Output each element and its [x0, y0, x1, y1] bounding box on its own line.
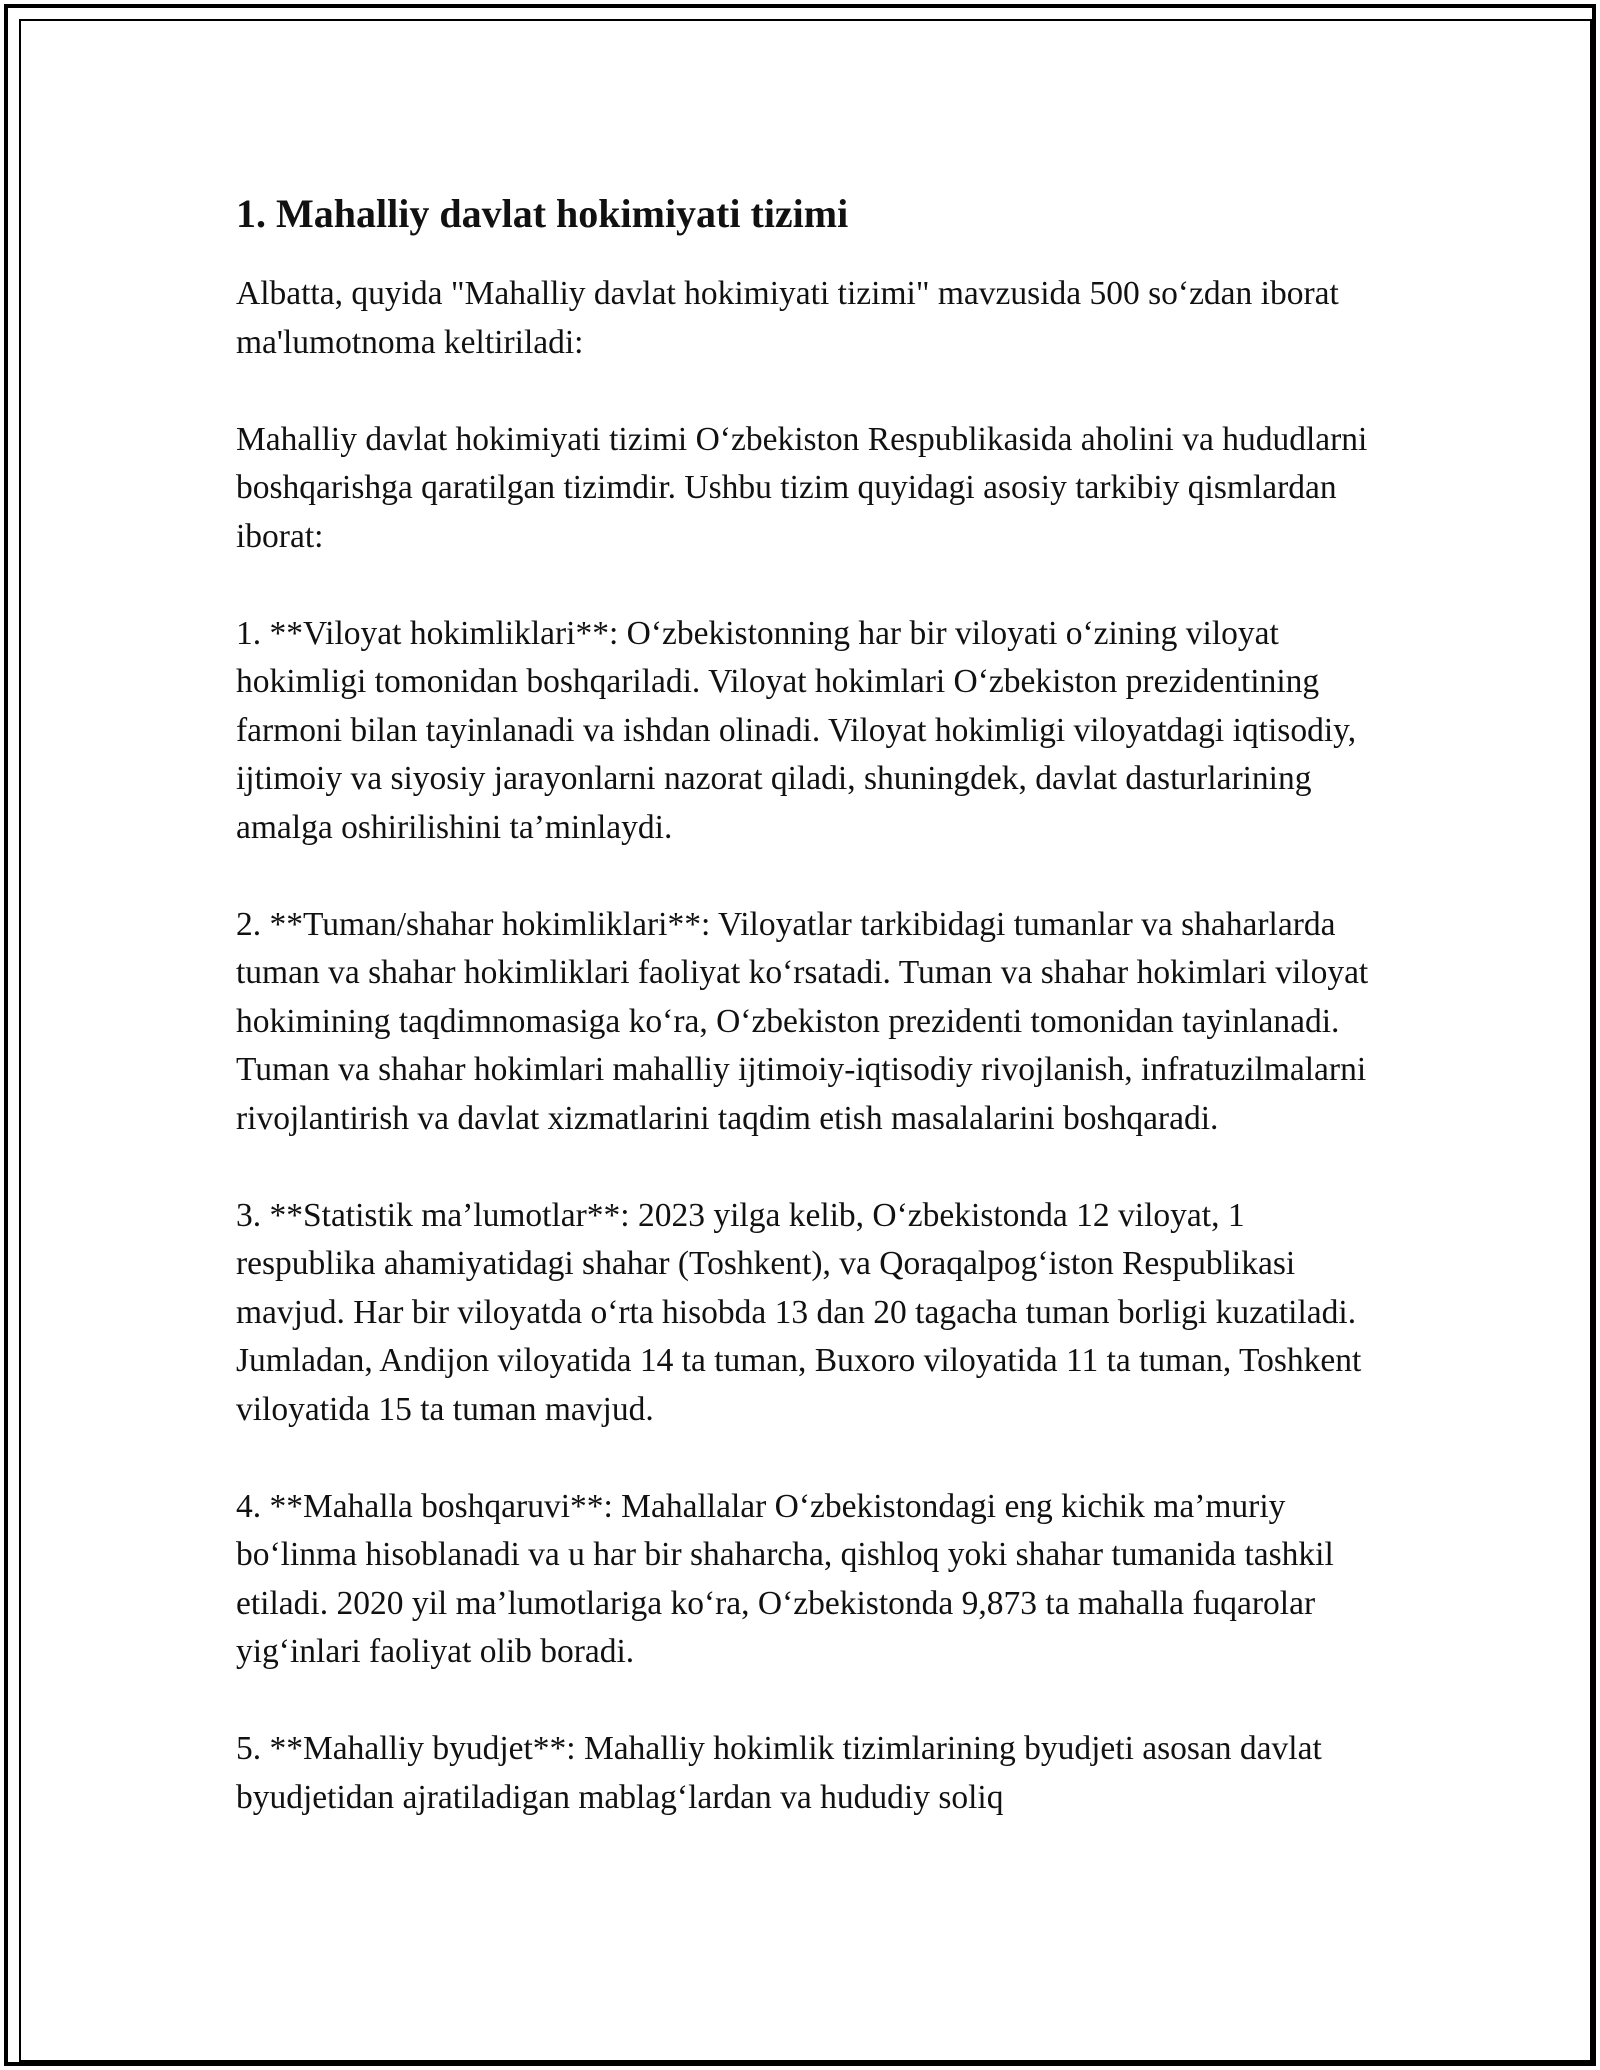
list-item-viloyat-hokimliklari: 1. **Viloyat hokimliklari**: O‘zbekistonning har bir viloyati o‘zining viloyat hokimligi tomonidan boshqariladi. Viloyat hokimlari O‘zbekiston prezidentining farmoni bilan tayinlanadi va ishdan olinadi. Viloyat hokimligi viloyatdagi iqtisodiy, ijtimoiy va siyosiy jarayonlarni nazorat qiladi, shuningdek, davlat dasturlarining amalga oshirilishini ta’minlaydi.: [236, 614, 1357, 846]
overview-paragraph: Mahalliy davlat hokimiyati tizimi O‘zbekiston Respublikasida aholini va hududlarni boshqarishga qaratilgan tizimdir. Ushbu tizim quyidagi asosiy tarkibiy qismlardan iborat:: [236, 420, 1368, 555]
list-item-mahalla-boshqaruvi: 4. **Mahalla boshqaruvi**: Mahallalar O‘zbekistondagi eng kichik ma’muriy bo‘linma hisoblanadi va u har bir shaharcha, qishloq yoki shahar tumanida tashkil etiladi. 2020 yil ma’lumotlariga ko‘ra, O‘zbekistonda 9,873 ta mahalla fuqarolar yig‘inlari faoliyat olib boradi.: [236, 1487, 1334, 1670]
list-item-mahalliy-byudjet: 5. **Mahalliy byudjet**: Mahalliy hokimlik tizimlarining byudjeti asosan davlat byudjetidan ajratiladigan mablag‘lardan va hududiy soliq: [236, 1730, 1322, 1816]
document-title: 1. Mahalliy davlat hokimiyati tizimi: [236, 191, 849, 236]
list-item-statistik-malumotlar: 3. **Statistik ma’lumotlar**: 2023 yilga kelib, O‘zbekistonda 12 viloyat, 1 respublika ahamiyatidagi shahar (Toshkent), va Qoraqalpog‘iston Respublikasi mavjud. Har bir viloyatda o‘rta hisobda 13 dan 20 tagacha tuman borligi kuzatiladi. Jumladan, Andijon viloyatida 14 ta tuman, Buxoro viloyatida 11 ta tuman, Toshkent viloyatida 15 ta tuman mavjud.: [236, 1196, 1362, 1428]
document-body: [236, 184, 1376, 1822]
list-item-tuman-shahar-hokimliklari: 2. **Tuman/shahar hokimliklari**: Viloyatlar tarkibidagi tumanlar va shaharlarda tuman va shahar hokimliklari faoliyat ko‘rsatadi. Tuman va shahar hokimlari viloyat hokimining taqdimnomasiga ko‘ra, O‘zbekiston prezidenti tomonidan tayinlanadi. Tuman va shahar hokimlari mahalliy ijtimoiy-iqtisodiy rivojlanish, infratuzilmalarni rivojlantirish va davlat xizmatlarini taqdim etish masalalarini boshqaradi.: [236, 905, 1369, 1137]
intro-paragraph: Albatta, quyida "Mahalliy davlat hokimiyati tizimi" mavzusida 500 so‘zdan iborat ma'lumotnoma keltiriladi:: [236, 275, 1339, 361]
